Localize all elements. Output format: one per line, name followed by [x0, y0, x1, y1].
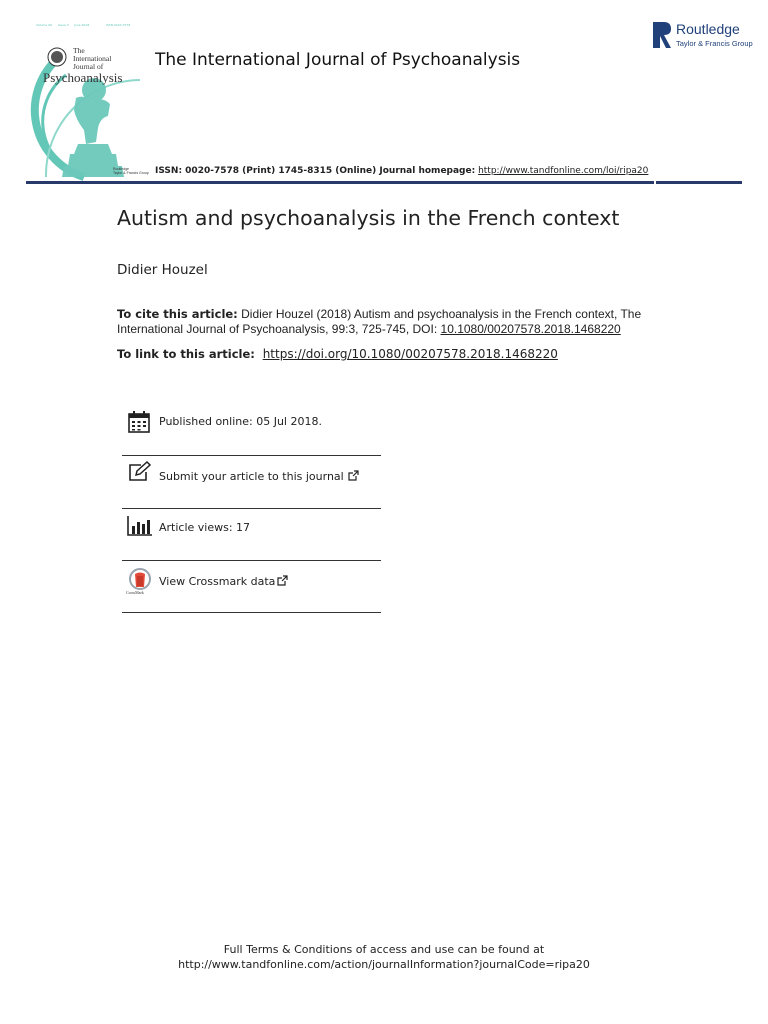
doi-link[interactable]: https://doi.org/10.1080/00207578.2018.1468220 — [262, 347, 558, 361]
submit-article-link[interactable] — [159, 470, 359, 483]
cover-issn: ISSN 0020-7578 — [106, 23, 131, 27]
cite-doi-link[interactable]: 10.1080/00207578.2018.1468220 — [440, 322, 621, 336]
header-divider-gap — [654, 181, 656, 184]
article-link — [117, 347, 558, 361]
cover-publisher-line2: Taylor & Francis Group — [113, 171, 149, 175]
issn-text: ISSN: 0020-7578 (Print) 1745-8315 (Online) Journal homepage: — [155, 166, 476, 176]
cite-label: To cite this article: — [117, 307, 238, 321]
calendar-icon — [127, 410, 151, 434]
routledge-logo-icon — [652, 21, 672, 49]
article-views-row — [122, 508, 381, 561]
footer-terms — [0, 942, 768, 972]
cover-title-line4: Psychoanalysis — [43, 70, 123, 85]
submit-article-row[interactable] — [122, 456, 381, 509]
cover-volume: Volume 99 — [36, 23, 52, 27]
cover-date: June 2018 — [74, 23, 90, 27]
journal-homepage-link[interactable]: http://www.tandfonline.com/loi/ripa20 — [478, 166, 649, 176]
external-link-icon — [277, 575, 288, 586]
bar-chart-icon — [127, 515, 153, 537]
cover-publisher — [113, 167, 149, 175]
published-date: Published online: 05 Jul 2018. — [159, 415, 322, 428]
crossmark-label: View Crossmark data — [159, 575, 276, 588]
cite-text: Didier Houzel (2018) Autism and psychoanalysis in the French context, The International Journal of Psychoanalysis, 99:3, 725-745, DOI: — [117, 307, 642, 336]
article-author: Didier Houzel — [117, 262, 208, 278]
publisher-logo[interactable] — [652, 20, 752, 52]
published-online-row — [122, 403, 381, 456]
publisher-name: Routledge — [676, 21, 740, 37]
crossmark-link[interactable] — [159, 575, 288, 588]
article-title: Autism and psychoanalysis in the French context — [117, 206, 620, 230]
cover-issue: Issue 3 — [58, 23, 69, 27]
article-views: Article views: 17 — [159, 521, 251, 534]
header-divider — [26, 181, 742, 184]
edit-icon — [127, 461, 153, 483]
cover-artwork — [26, 20, 140, 177]
footer-line1: Full Terms & Conditions of access and use can be found at — [223, 943, 545, 956]
submit-article-label: Submit your article to this journal — [159, 470, 344, 483]
crossmark-badge-label: CrossMark — [126, 590, 144, 595]
cover-title-line3: Journal of — [73, 62, 104, 71]
journal-cover[interactable] — [26, 20, 149, 177]
cover-publisher-line1: Routledge — [113, 167, 129, 171]
publisher-subtitle: Taylor & Francis Group — [676, 39, 753, 48]
issn-line — [155, 166, 648, 176]
journal-title: The International Journal of Psychoanalysis — [155, 50, 521, 70]
footer-terms-link[interactable]: http://www.tandfonline.com/action/journalInformation?journalCode=ripa20 — [178, 958, 590, 971]
cover-title-line2: International — [73, 54, 112, 63]
citation — [117, 307, 657, 337]
external-link-icon — [348, 470, 359, 481]
cover-title-line1: The — [73, 46, 85, 55]
crossmark-row[interactable] — [122, 560, 381, 613]
link-label: To link to this article: — [117, 347, 255, 361]
